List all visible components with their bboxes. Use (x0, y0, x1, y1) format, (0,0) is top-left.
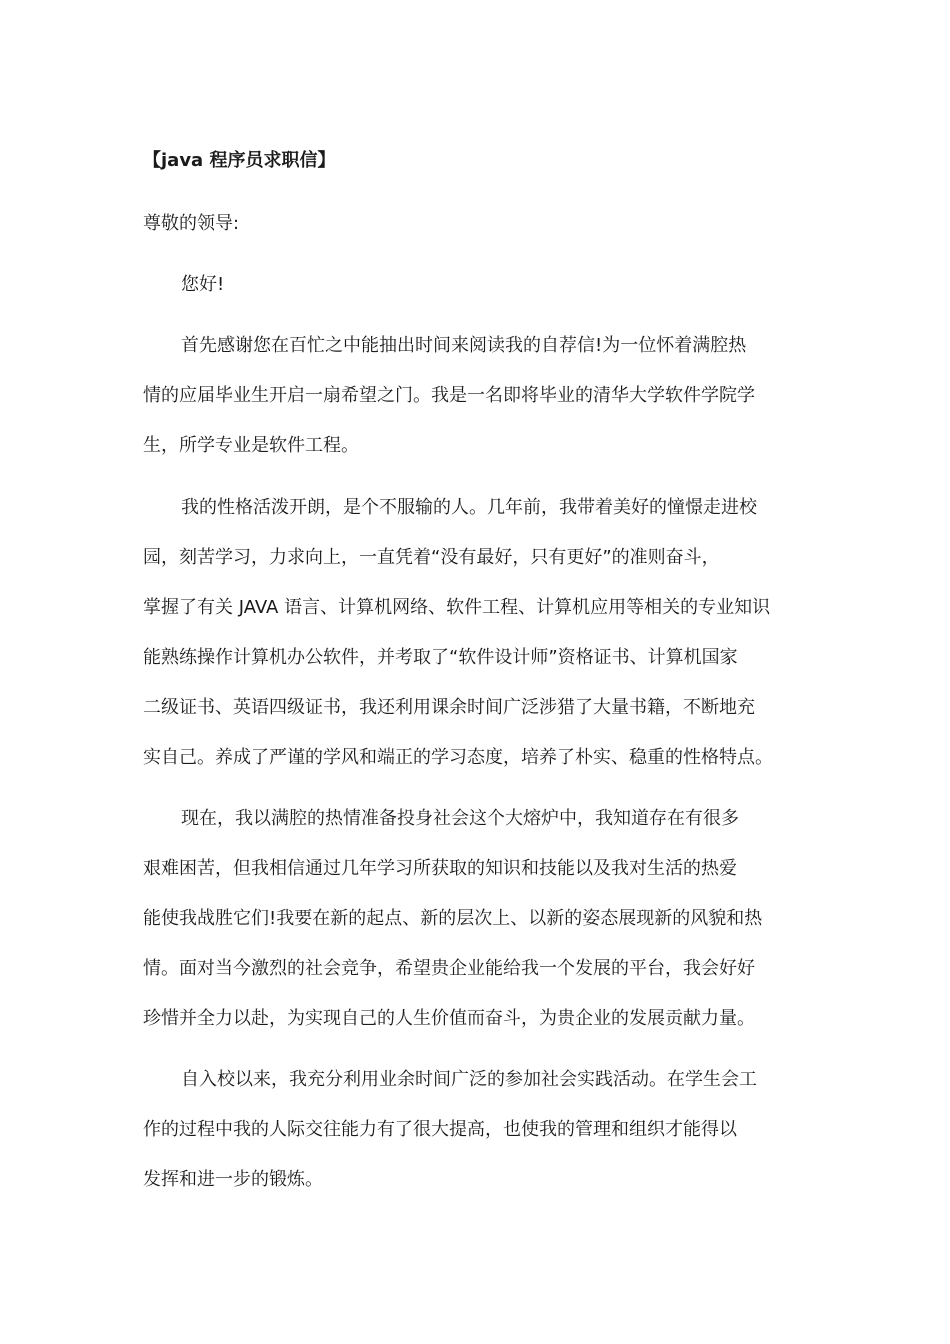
letter-title: 【java 程序员求职信】 (143, 150, 336, 171)
salutation: 尊敬的领导: (143, 213, 240, 234)
paragraph-line: 珍惜并全力以赴，为实现自己的人生价值而奋斗，为贵企业的发展贡献力量。 (143, 1008, 755, 1029)
paragraph-line: 能熟练操作计算机办公软件，并考取了“软件设计师”资格证书、计算机国家 (143, 647, 738, 668)
paragraph-line: 现在，我以满腔的热情准备投身社会这个大熔炉中，我知道存在有很多 (181, 808, 739, 829)
paragraph-line: 我的性格活泼开朗，是个不服输的人。几年前，我带着美好的憧憬走进校 (181, 497, 757, 518)
paragraph-line: 园，刻苦学习，力求向上，一直凭着“没有最好，只有更好”的准则奋斗， (143, 547, 720, 568)
paragraph-line: 能使我战胜它们!我要在新的起点、新的层次上、以新的姿态展现新的风貌和热 (143, 908, 763, 929)
paragraph-line: 二级证书、英语四级证书，我还利用课余时间广泛涉猎了大量书籍，不断地充 (143, 697, 755, 718)
paragraph-line: 自入校以来，我充分利用业余时间广泛的参加社会实践活动。在学生会工 (181, 1069, 757, 1090)
paragraph-line: 作的过程中我的人际交往能力有了很大提高，也使我的管理和组织才能得以 (143, 1119, 737, 1140)
paragraph-introduction (143, 331, 803, 481)
paragraph-line: 艰难困苦，但我相信通过几年学习所获取的知识和技能以及我对生活的热爱 (143, 858, 737, 879)
paragraph-line: 生，所学专业是软件工程。 (143, 435, 359, 456)
paragraph-line: 情的应届毕业生开启一扇希望之门。我是一名即将毕业的清华大学软件学院学 (143, 385, 755, 406)
paragraph-line: 实自己。养成了严谨的学风和端正的学习态度，培养了朴实、稳重的性格特点。 (143, 747, 773, 768)
paragraph-line: 发挥和进一步的锻炼。 (143, 1169, 323, 1190)
paragraph-personality-skills (143, 493, 803, 793)
paragraph-line: 情。面对当今激烈的社会竞争，希望贵企业能给我一个发展的平台，我会好好 (143, 958, 755, 979)
paragraph-activities (143, 1065, 803, 1215)
greeting: 您好! (181, 274, 225, 295)
paragraph-line: 掌握了有关 JAVA 语言、计算机网络、软件工程、计算机应用等相关的专业知识 (143, 597, 771, 618)
paragraph-line: 首先感谢您在百忙之中能抽出时间来阅读我的自荐信!为一位怀着满腔热 (181, 335, 747, 356)
paragraph-aspiration (143, 804, 803, 1054)
